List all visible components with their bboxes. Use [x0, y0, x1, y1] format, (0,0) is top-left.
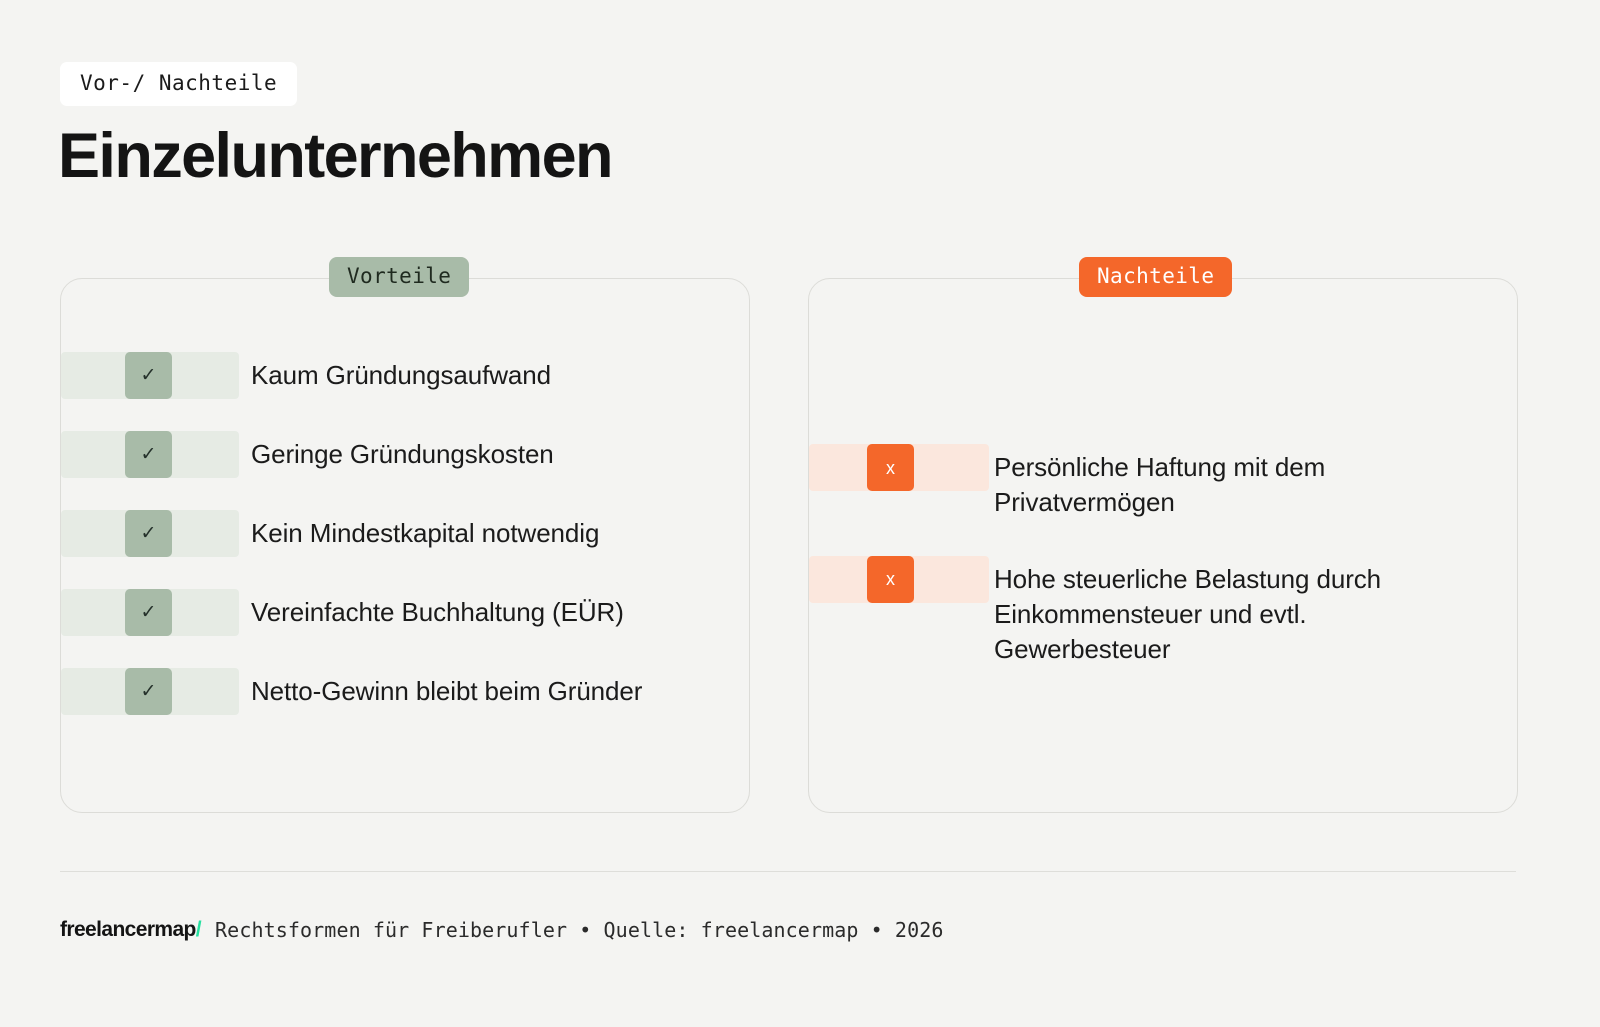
list-item-label: Kaum Gründungsaufwand [251, 360, 551, 390]
list-item [61, 668, 749, 716]
footer-divider [60, 871, 1516, 872]
check-icon: ✓ [125, 668, 172, 715]
check-icon: ✓ [125, 431, 172, 478]
pros-marker [61, 431, 251, 478]
brand-name: freelancermap [60, 918, 196, 941]
pros-marker [61, 589, 251, 636]
cons-card [808, 264, 1518, 813]
list-item [61, 352, 749, 400]
list-item-label: Persönliche Haftung mit dem Privatvermögen [994, 452, 1326, 518]
eyebrow-badge: Vor-/ Nachteile [60, 62, 297, 106]
list-item-label: Netto-Gewinn bleibt beim Gründer [251, 676, 643, 706]
list-item-label: Vereinfachte Buchhaltung (EÜR) [251, 597, 624, 627]
pros-marker [61, 668, 251, 715]
cons-marker [809, 444, 994, 491]
footer-caption: Rechtsformen für Freiberufler • Quelle: freelancermap • 2026 [215, 918, 944, 942]
brand-slash: / [195, 918, 202, 941]
cross-icon: x [867, 556, 914, 603]
pros-marker [61, 510, 251, 557]
pros-card-label: Vorteile [329, 257, 469, 297]
list-item [61, 589, 749, 637]
cons-card-label: Nachteile [1079, 257, 1232, 297]
list-item [809, 444, 1517, 521]
pros-card [60, 264, 750, 813]
list-item [61, 431, 749, 479]
list-item [809, 556, 1517, 668]
check-icon: ✓ [125, 352, 172, 399]
pros-list [61, 352, 749, 747]
list-item-label: Kein Mindestkapital notwendig [251, 518, 600, 548]
footer [60, 918, 944, 942]
cons-marker [809, 556, 994, 603]
cons-list [809, 444, 1517, 703]
list-item-label: Hohe steuerliche Belastung durch Einkommensteuer und evtl. Gewerbesteuer [994, 563, 1382, 665]
cross-icon: x [867, 444, 914, 491]
pros-marker [61, 352, 251, 399]
list-item-label: Geringe Gründungskosten [251, 439, 554, 469]
check-icon: ✓ [125, 589, 172, 636]
check-icon: ✓ [125, 510, 172, 557]
list-item [61, 510, 749, 558]
page-title: Einzelunternehmen [58, 121, 612, 191]
brand-logo [60, 918, 201, 942]
